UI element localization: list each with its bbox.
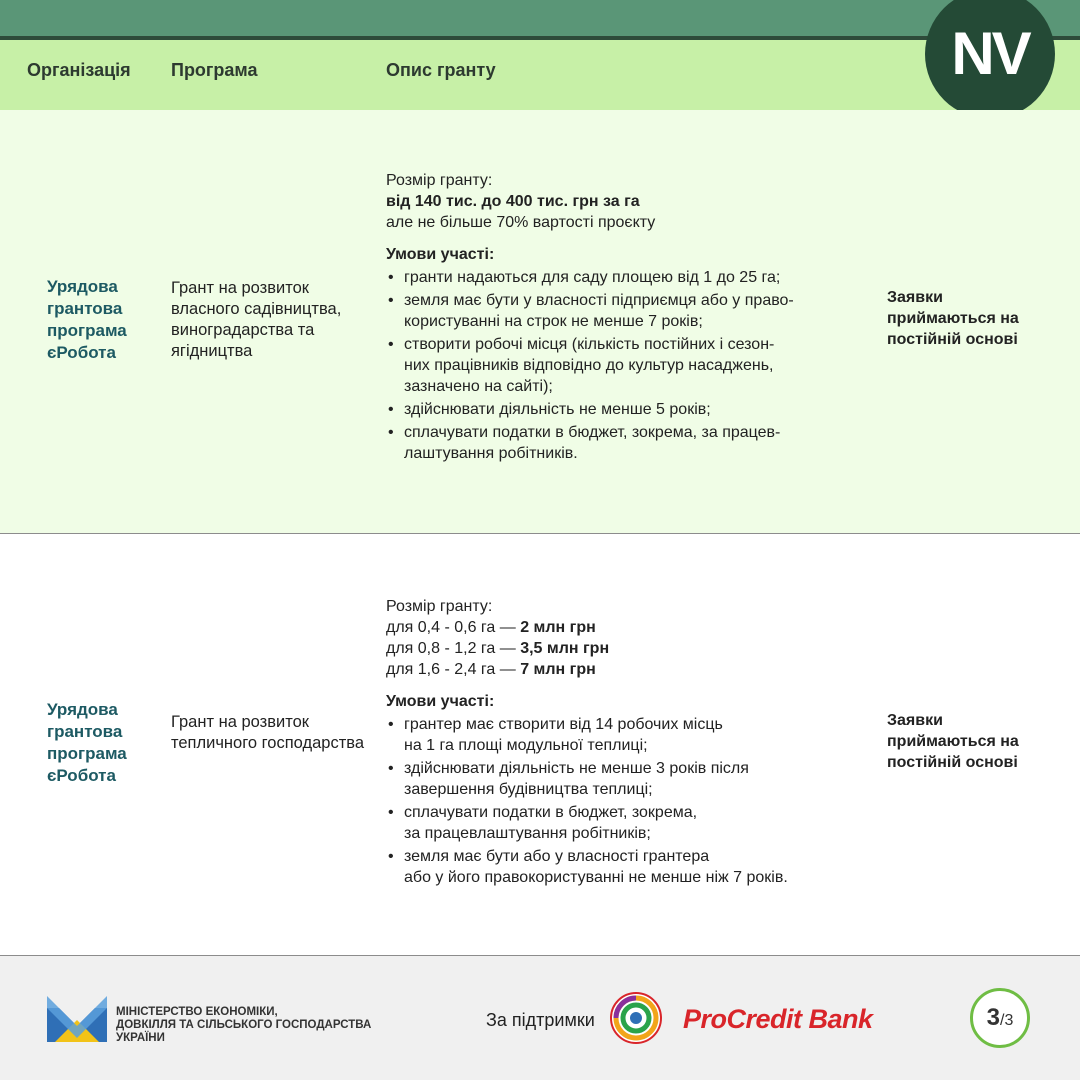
header-program: Програма [171,60,258,80]
top-bar [0,0,1080,36]
tier-range: для 0,4 - 0,6 га — [386,619,521,636]
condition-item: • здійснювати діяльність не менше 3 років після завершення будівництва теплиці; [386,758,826,800]
tier-range: для 1,6 - 2,4 га — [386,661,521,678]
row-1-conditions-label: Умови участі: [386,246,495,263]
row-1-program: Грант на розвиток власного садівництва, виноградарства та ягідництва [171,279,342,360]
condition-item: • земля має бути у власності підприємця або у право- користуванні на строк не менше 7 років; [386,290,826,332]
condition-item: • створити робочі місця (кількість постійних і сезон- них працівників відповідно до культур насаджень, зазначено на сайті); [386,334,826,397]
row-1-size-note: але не більше 70% вартості проєкту [386,214,656,231]
row-2-conditions-label: Умови участі: [386,693,495,710]
condition-item: • гранти надаються для саду площею від 1 до 25 га; [386,267,826,288]
row-1-organization: Урядова грантова програма єРобота [47,277,127,362]
row-1-size-label: Розмір гранту: [386,172,493,189]
grant-tier [386,617,826,638]
grant-tier [386,659,826,680]
row-2-status: Заявки приймаються на постійній основі [887,712,1019,771]
procredit-bank-name: ProCredit Bank [683,1004,873,1034]
page-indicator [970,988,1030,1048]
row-2-conditions-list [386,714,826,888]
procredit-logo-icon [610,992,662,1044]
tier-amount: 7 млн грн [520,661,596,678]
row-1-size-amount: від 140 тис. до 400 тис. грн за га [386,193,640,210]
row-2-size-label: Розмір гранту: [386,598,493,615]
tier-amount: 3,5 млн грн [520,640,610,657]
row-2-description [386,596,826,888]
condition-item: • земля має бути або у власності грантера або у його правокористуванні не менше ніж 7 років. [386,846,826,888]
page-current: 3 [986,1004,1000,1031]
ministry-name: МІНІСТЕРСТВО ЕКОНОМІКИ, ДОВКІЛЛЯ ТА СІЛЬСЬКОГО ГОСПОДАРСТВА УКРАЇНИ [116,1006,372,1044]
condition-item: • сплачувати податки в бюджет, зокрема, за працев- лаштування робітників. [386,422,826,464]
header-organization: Організація [27,60,131,80]
table-header [0,40,1080,110]
row-2-organization: Урядова грантова програма єРобота [47,700,127,785]
tier-range: для 0,8 - 1,2 га — [386,640,521,657]
row-2-program: Грант на розвиток тепличного господарства [171,713,365,752]
row-1-status: Заявки приймаються на постійній основі [887,289,1019,348]
nv-logo-badge: NV [925,0,1055,119]
condition-item: • здійснювати діяльність не менше 5 років; [386,399,826,420]
ministry-logo-icon [47,990,107,1042]
page-total: /3 [1000,1012,1014,1029]
row-1-conditions-list [386,267,826,464]
condition-item: • сплачувати податки в бюджет, зокрема, за працевлаштування робітників; [386,802,826,844]
row-1-description [386,170,826,464]
condition-item: • грантер має створити від 14 робочих місць на 1 га площі модульної теплиці; [386,714,826,756]
header-description: Опис гранту [386,60,496,80]
grant-tier [386,638,826,659]
support-label: За підтримки [486,1010,595,1030]
tier-amount: 2 млн грн [520,619,596,636]
